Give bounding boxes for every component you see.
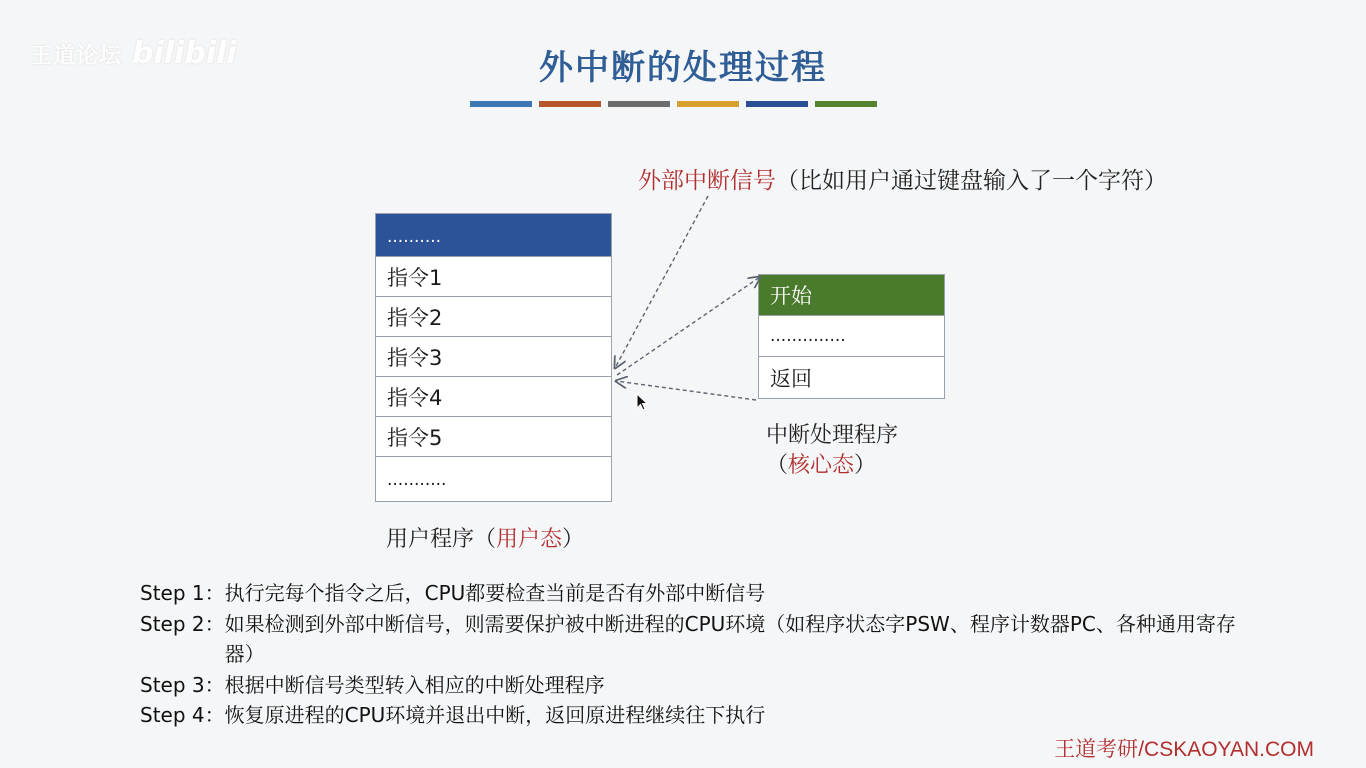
handler-caption-line1: 中断处理程序 [766, 423, 899, 448]
user-program-table [375, 213, 612, 502]
user-program-row-instr-1: 指令1 [376, 257, 611, 297]
handler-caption-close: ） [854, 453, 877, 478]
program-to-handler-arrow [617, 277, 760, 375]
slide-title: 外中断的处理过程 [539, 48, 827, 88]
interrupt-handler-caption [766, 421, 898, 481]
step-3-label: Step 3： [140, 672, 225, 697]
footer-brand-cn: 王道考研 [1054, 738, 1139, 761]
mouse-cursor-icon [636, 393, 648, 413]
user-program-row-instr-4: 指令4 [376, 377, 611, 417]
step-4-label: Step 4： [140, 703, 225, 727]
watermark-brand: 王道论坛 [30, 44, 123, 69]
steps-list [140, 578, 1250, 731]
title-bar-3 [608, 101, 670, 107]
step-2-label: Step 2： [140, 611, 225, 636]
handler-caption-open: （ [766, 453, 789, 478]
user-program-caption-prefix: 用户程序（ [386, 527, 497, 552]
kernel-mode-label: 核心态 [788, 453, 855, 478]
step-3 [140, 670, 1250, 701]
signal-note: （比如用户通过键盘输入了一个字符） [776, 168, 1167, 194]
user-mode-label: 用户态 [496, 527, 563, 552]
user-program-row-header: .......... [376, 214, 611, 257]
step-3-text: 根据中断信号类型转入相应的中断处理程序 [224, 672, 605, 697]
title-bar-6 [815, 101, 877, 107]
interrupt-handler-table [758, 274, 945, 399]
title-underline-bars [470, 101, 877, 107]
title-bar-1 [470, 101, 532, 107]
user-program-row-instr-5: 指令5 [376, 417, 611, 457]
user-program-caption-suffix: ） [562, 527, 585, 552]
handler-row-body: .............. [759, 316, 944, 357]
step-1-text: 执行完每个指令之后，CPU都要检查当前是否有外部中断信号 [224, 581, 766, 605]
step-2 [140, 609, 1250, 670]
handler-row-return: 返回 [770, 366, 812, 391]
handler-caption-line2 [766, 451, 898, 481]
step-1-label: Step 1： [140, 581, 225, 605]
handler-row-start: 开始 [759, 275, 944, 316]
external-interrupt-signal-label [638, 162, 1167, 195]
title-bar-5 [746, 101, 808, 107]
user-program-row-instr-3: 指令3 [376, 337, 611, 377]
user-program-row-instr-2: 指令2 [376, 297, 611, 337]
step-4 [140, 700, 1250, 731]
title-bar-2 [539, 101, 601, 107]
title-bar-4 [677, 101, 739, 107]
step-1 [140, 578, 1250, 609]
footer-brand-url: /CSKAOYAN.COM [1138, 738, 1314, 761]
user-program-caption [386, 522, 584, 553]
footer-brand [1054, 733, 1314, 763]
step-2-text: 如果检测到外部中断信号，则需要保护被中断进程的CPU环境（如程序状态字PSW、程序计数器PC、各种通用寄存器） [224, 611, 1236, 666]
signal-highlight: 外部中断信号 [638, 168, 776, 194]
signal-to-program-arrow [615, 196, 708, 368]
watermark-site: bilibili [132, 36, 237, 71]
user-program-row-tail: ........... [387, 470, 447, 490]
step-4-text: 恢复原进程的CPU环境并退出中断，返回原进程继续往下执行 [224, 703, 766, 727]
